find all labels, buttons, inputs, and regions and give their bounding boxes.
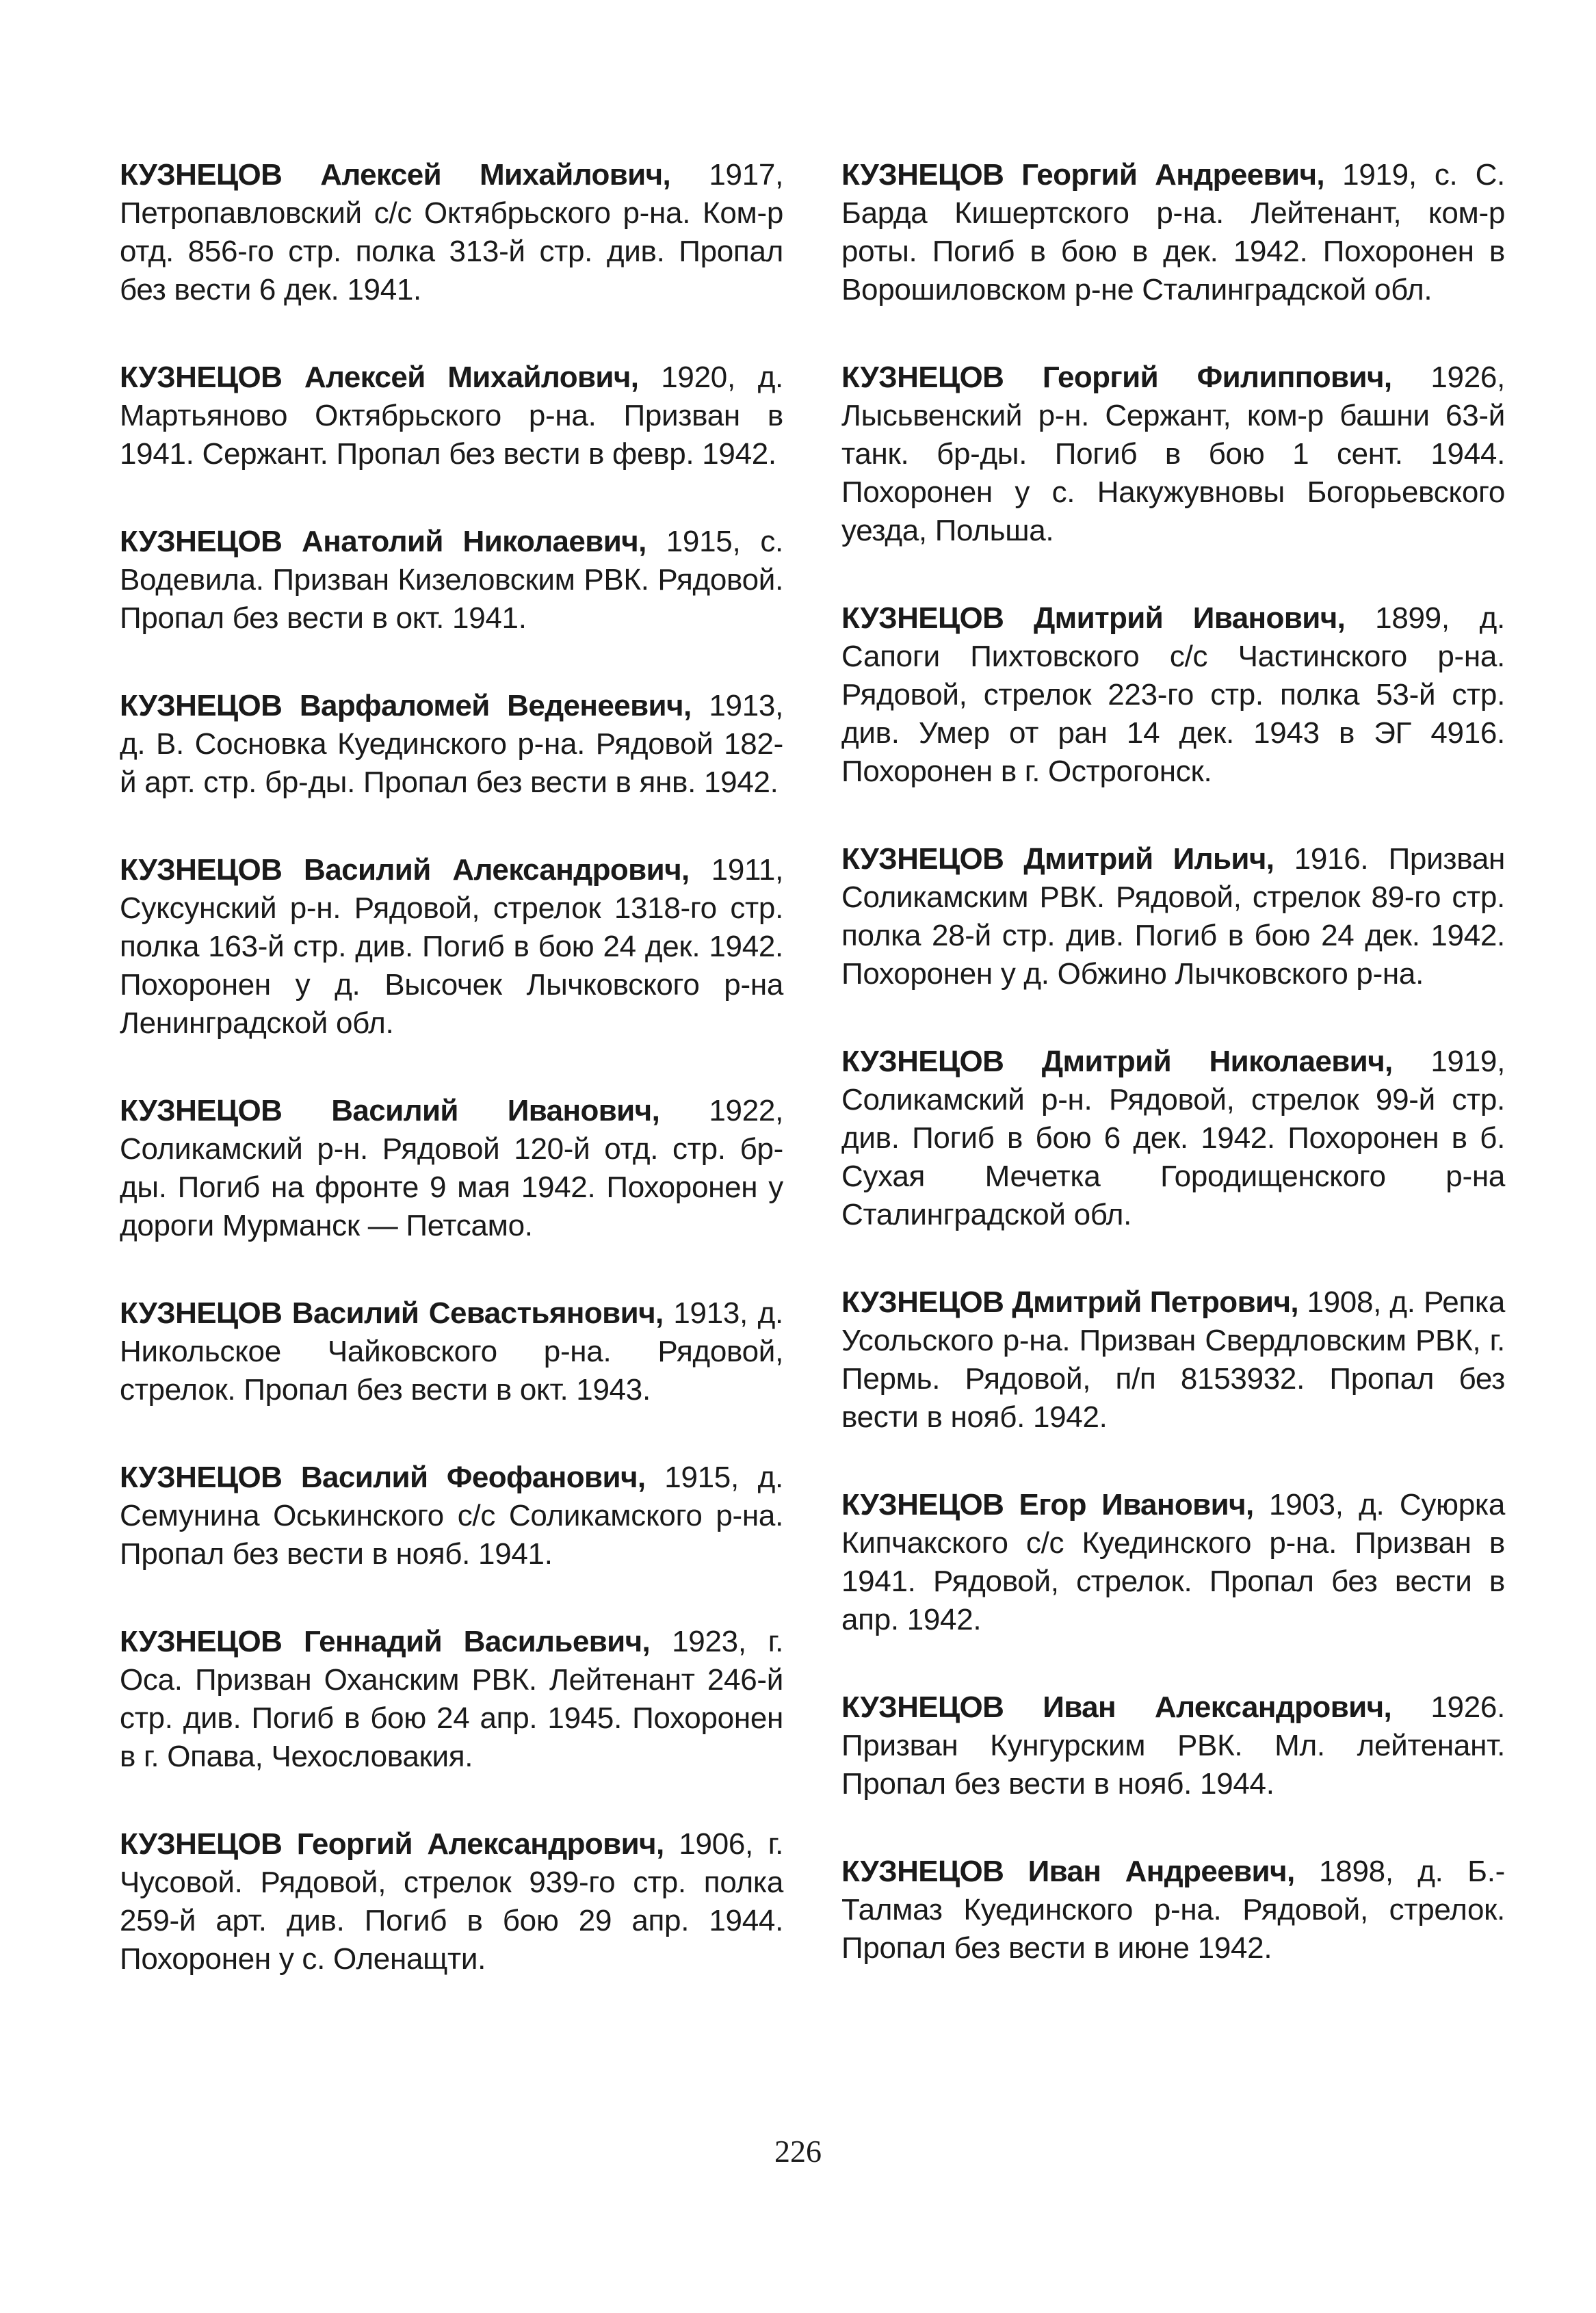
entry-name: КУЗНЕЦОВ Анатолий Николаевич, (120, 525, 646, 558)
entry (120, 1459, 783, 1573)
entry-name: КУЗНЕЦОВ Алексей Михайлович, (120, 158, 671, 192)
entry-name: КУЗНЕЦОВ Георгий Александрович, (120, 1827, 664, 1861)
entry (841, 1486, 1505, 1639)
entry-text: 1923, г. Оса. Призван Оханским РВК. Лейтенант 246-й стр. див. Погиб в бою 24 апр. 1945. Похоронен в г. Опава, Чехословакия. (120, 1625, 783, 1773)
entry-name: КУЗНЕЦОВ Василий Александрович, (120, 853, 690, 887)
entry (120, 851, 783, 1043)
entry (841, 599, 1505, 791)
entry (841, 358, 1505, 550)
entry-name: КУЗНЕЦОВ Геннадий Васильевич, (120, 1625, 651, 1658)
entry-text: 1915, с. Водевила. Призван Кизеловским РВК. Рядовой. Пропал без вести в окт. 1941. (120, 525, 783, 635)
entry (120, 523, 783, 638)
entry-name: КУЗНЕЦОВ Иван Александрович, (841, 1690, 1392, 1724)
entry-name: КУЗНЕЦОВ Варфаломей Веденеевич, (120, 689, 692, 722)
entry-text: 1919, Соликамский р-н. Рядовой, стрелок 99-й стр. див. Погиб в бою 6 дек. 1942. Похоронен в б. Сухая Мечетка Городищенского р-на Сталинградской обл. (841, 1045, 1505, 1231)
entry-name: КУЗНЕЦОВ Иван Андреевич, (841, 1855, 1295, 1888)
entry-text: 1899, д. Сапоги Пихтовского с/с Частинского р-на. Рядовой, стрелок 223-го стр. полка 53-й стр. див. Умер от ран 14 дек. 1943 в ЭГ 4916. Похоронен в г. Острогонск. (841, 601, 1505, 788)
entry-text: 1922, Соликамский р-н. Рядовой 120-й отд. стр. бр-ды. Погиб на фронте 9 мая 1942. Похоронен у дороги Мурманск — Петсамо. (120, 1094, 783, 1242)
entry-name: КУЗНЕЦОВ Егор Иванович, (841, 1488, 1254, 1521)
entry-text: 1919, с. С. Барда Кишертского р-на. Лейтенант, ком-р роты. Погиб в бою в дек. 1942. Похоронен в Ворошиловском р-не Сталинградской обл. (841, 158, 1505, 306)
entry-text: 1911, Суксунский р-н. Рядовой, стрелок 1318-го стр. полка 163-й стр. див. Погиб в бою 24 дек. 1942. Похоронен у д. Высочек Лычковского р-на Ленинградской обл. (120, 853, 783, 1040)
entry-text: 1916. Призван Соликамским РВК. Рядовой, стрелок 89-го стр. полка 28-й стр. див. Погиб в бою 24 дек. 1942. Похоронен у д. Обжино Лычковского р-на. (841, 842, 1505, 991)
entry-name: КУЗНЕЦОВ Алексей Михайлович, (120, 361, 639, 394)
entry-text: 1926, Лысьвенский р-н. Сержант, ком-р башни 63-й танк. бр-ды. Погиб в бою 1 сент. 1944. Похоронен у с. Накужувновы Богорьевского уезда, Польша. (841, 361, 1505, 547)
entry-name: КУЗНЕЦОВ Дмитрий Ильич, (841, 842, 1274, 876)
entry (841, 840, 1505, 993)
entry-name: КУЗНЕЦОВ Дмитрий Николаевич, (841, 1045, 1393, 1078)
entry-name: КУЗНЕЦОВ Георгий Андреевич, (841, 158, 1325, 192)
entry (841, 1853, 1505, 1968)
entry (120, 358, 783, 473)
right-column (841, 156, 1505, 2017)
entry-name: КУЗНЕЦОВ Василий Севастьянович, (120, 1296, 664, 1330)
entry-text: 1913, д. В. Сосновка Куединского р-на. Рядовой 182-й арт. стр. бр-ды. Пропал без вести в янв. 1942. (120, 689, 783, 799)
entry-name: КУЗНЕЦОВ Дмитрий Петрович, (841, 1285, 1299, 1319)
entry (841, 1688, 1505, 1803)
entry (841, 1283, 1505, 1437)
entry-name: КУЗНЕЦОВ Дмитрий Иванович, (841, 601, 1346, 635)
entry-text: 1913, д. Никольское Чайковского р-на. Рядовой, стрелок. Пропал без вести в окт. 1943. (120, 1296, 783, 1407)
entry-name: КУЗНЕЦОВ Василий Иванович, (120, 1094, 660, 1127)
entry (120, 1294, 783, 1409)
entry-name: КУЗНЕЦОВ Георгий Филиппович, (841, 361, 1392, 394)
entry (120, 1092, 783, 1245)
entry-text: 1915, д. Семунина Оськинского с/с Соликамского р-на. Пропал без вести в нояб. 1941. (120, 1461, 783, 1571)
entry (841, 1043, 1505, 1234)
entry-text: 1908, д. Репка Усольского р-на. Призван Свердловским РВК, г. Пермь. Рядовой, п/п 8153932. Пропал без вести в нояб. 1942. (841, 1285, 1505, 1434)
entry (120, 156, 783, 309)
entry-text: 1926. Призван Кунгурским РВК. Мл. лейтенант. Пропал без вести в нояб. 1944. (841, 1690, 1505, 1801)
entry-text: 1917, Петропавловский с/с Октябрьского р-на. Ком-р отд. 856-го стр. полка 313-й стр. див. Пропал без вести 6 дек. 1941. (120, 158, 783, 306)
entry-text: 1898, д. Б.-Талмаз Куединского р-на. Рядовой, стрелок. Пропал без вести в июне 1942. (841, 1855, 1506, 1965)
entry (841, 156, 1505, 309)
page-number: 226 (774, 2134, 822, 2169)
entry (120, 1825, 783, 1978)
entry-text: 1903, д. Суюрка Кипчакского с/с Куединского р-на. Призван в 1941. Рядовой, стрелок. Пропал без вести в апр. 1942. (841, 1488, 1505, 1636)
entry-text: 1906, г. Чусовой. Рядовой, стрелок 939-го стр. полка 259-й арт. див. Погиб в бою 29 апр. 1944. Похоронен у с. Оленащти. (120, 1827, 783, 1976)
left-column (120, 156, 783, 2028)
entry (120, 687, 783, 802)
entry-text: 1920, д. Мартьяново Октябрьского р-на. Призван в 1941. Сержант. Пропал без вести в февр. 1942. (120, 361, 783, 471)
entry (120, 1623, 783, 1776)
entry-name: КУЗНЕЦОВ Василий Феофанович, (120, 1461, 646, 1494)
